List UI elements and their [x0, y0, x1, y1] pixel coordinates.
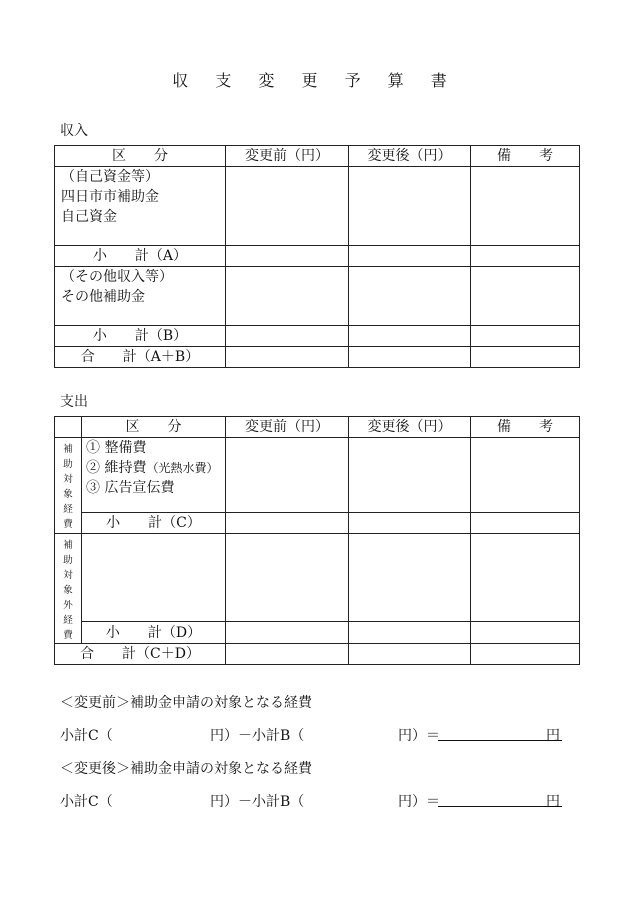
- header-before: 変更前（円）: [226, 146, 349, 167]
- expense-header-remarks: 備 考: [471, 417, 580, 438]
- income-item-city-subsidy: 四日市市補助金: [61, 189, 159, 205]
- income-group1-before-cell[interactable]: [226, 167, 349, 246]
- expense-table: [54, 416, 580, 665]
- subtotal-b-label: 小 計（B）: [55, 326, 226, 347]
- expense-subtotal-d-row: [55, 622, 580, 644]
- income-heading: 収入: [60, 123, 88, 139]
- expense-header-after: 変更後（円）: [349, 417, 471, 438]
- income-subtotal-a-row: [55, 246, 580, 267]
- formula-after-part-c: 小計C（: [60, 794, 113, 810]
- income-group1-remarks-cell[interactable]: [471, 167, 580, 246]
- subtotal-b-after-cell[interactable]: [349, 326, 471, 347]
- eligible-after-cell[interactable]: [349, 438, 471, 513]
- subtotal-c-remarks-cell[interactable]: [471, 513, 580, 534]
- subtotal-c-before-cell[interactable]: [226, 513, 349, 534]
- subtotal-a-after-cell[interactable]: [349, 246, 471, 267]
- formula-before-unit: 円: [546, 728, 560, 744]
- item-maintenance-setup: ① 整備費: [86, 440, 147, 456]
- income-table: [54, 145, 580, 368]
- subtotal-b-before-cell[interactable]: [226, 326, 349, 347]
- expense-header-row: [55, 417, 580, 438]
- formula-before-result-field[interactable]: [438, 725, 562, 741]
- formula-before-part-c: 小計C（: [60, 728, 113, 744]
- formula-after-unit: 円: [546, 794, 560, 810]
- formula-after-line: [60, 791, 565, 809]
- expense-subtotal-c-row: [55, 513, 580, 534]
- item-advertising: ③ 広告宣伝費: [86, 480, 175, 496]
- subtotal-d-label: 小 計（D）: [82, 622, 226, 644]
- page-title: 収 支 変 更 予 算 書: [172, 71, 458, 90]
- income-total-before-cell[interactable]: [226, 347, 349, 368]
- expense-header-category: 区 分: [82, 417, 226, 438]
- header-after: 変更後（円）: [349, 146, 471, 167]
- subtotal-b-remarks-cell[interactable]: [471, 326, 580, 347]
- subtotal-a-before-cell[interactable]: [226, 246, 349, 267]
- header-category: 区 分: [55, 146, 226, 167]
- formula-after-part-mid: 円）－小計B（: [210, 794, 305, 810]
- income-total-row: [55, 347, 580, 368]
- income-group2-remarks-cell[interactable]: [471, 267, 580, 326]
- ineligible-before-cell[interactable]: [226, 534, 349, 622]
- subtotal-d-remarks-cell[interactable]: [471, 622, 580, 644]
- income-item-other-subsidy: その他補助金: [61, 289, 145, 305]
- eligible-expense-label: 補 助 対 象 経 費: [55, 438, 82, 534]
- ineligible-category-cell[interactable]: [82, 534, 226, 622]
- income-group1-after-cell[interactable]: [349, 167, 471, 246]
- eligible-items-row: [55, 438, 580, 513]
- income-total-remarks-cell[interactable]: [471, 347, 580, 368]
- subtotal-d-after-cell[interactable]: [349, 622, 471, 644]
- formula-after-heading: ＜変更後＞補助金申請の対象となる経費: [60, 761, 312, 777]
- income-group2-label: （その他収入等）: [61, 269, 173, 285]
- income-group1-row: [55, 167, 580, 246]
- ineligible-remarks-cell[interactable]: [471, 534, 580, 622]
- formula-after-part-eq: 円）＝: [398, 794, 440, 810]
- header-remarks: 備 考: [471, 146, 580, 167]
- eligible-remarks-cell[interactable]: [471, 438, 580, 513]
- expense-total-row: [55, 644, 580, 665]
- ineligible-items-row: [55, 534, 580, 622]
- item-upkeep: ② 維持費（光熱水費）: [86, 460, 219, 476]
- formula-before-heading: ＜変更前＞補助金申請の対象となる経費: [60, 695, 312, 711]
- eligible-before-cell[interactable]: [226, 438, 349, 513]
- subtotal-a-remarks-cell[interactable]: [471, 246, 580, 267]
- formula-before-part-mid: 円）－小計B（: [210, 728, 305, 744]
- formula-before-part-eq: 円）＝: [398, 728, 440, 744]
- subtotal-a-label: 小 計（A）: [55, 246, 226, 267]
- formula-before-line: [60, 725, 565, 743]
- income-item-own-funds: 自己資金: [61, 209, 117, 225]
- expense-header-before: 変更前（円）: [226, 417, 349, 438]
- income-group2-after-cell[interactable]: [349, 267, 471, 326]
- income-total-after-cell[interactable]: [349, 347, 471, 368]
- subtotal-c-after-cell[interactable]: [349, 513, 471, 534]
- ineligible-after-cell[interactable]: [349, 534, 471, 622]
- income-header-row: [55, 146, 580, 167]
- income-total-label: 合 計（A＋B）: [55, 347, 226, 368]
- expense-total-label: 合 計（C＋D）: [55, 644, 226, 665]
- income-group1-label: （自己資金等）: [61, 169, 159, 185]
- subtotal-c-label: 小 計（C）: [82, 513, 226, 534]
- subtotal-d-before-cell[interactable]: [226, 622, 349, 644]
- expense-heading: 支出: [60, 394, 88, 410]
- expense-total-before-cell[interactable]: [226, 644, 349, 665]
- income-group2-row: [55, 267, 580, 326]
- formula-after-result-field[interactable]: [438, 791, 562, 807]
- expense-total-after-cell[interactable]: [349, 644, 471, 665]
- income-subtotal-b-row: [55, 326, 580, 347]
- income-group2-before-cell[interactable]: [226, 267, 349, 326]
- ineligible-expense-label: 補 助 対 象 外 経 費: [55, 534, 82, 644]
- expense-total-remarks-cell[interactable]: [471, 644, 580, 665]
